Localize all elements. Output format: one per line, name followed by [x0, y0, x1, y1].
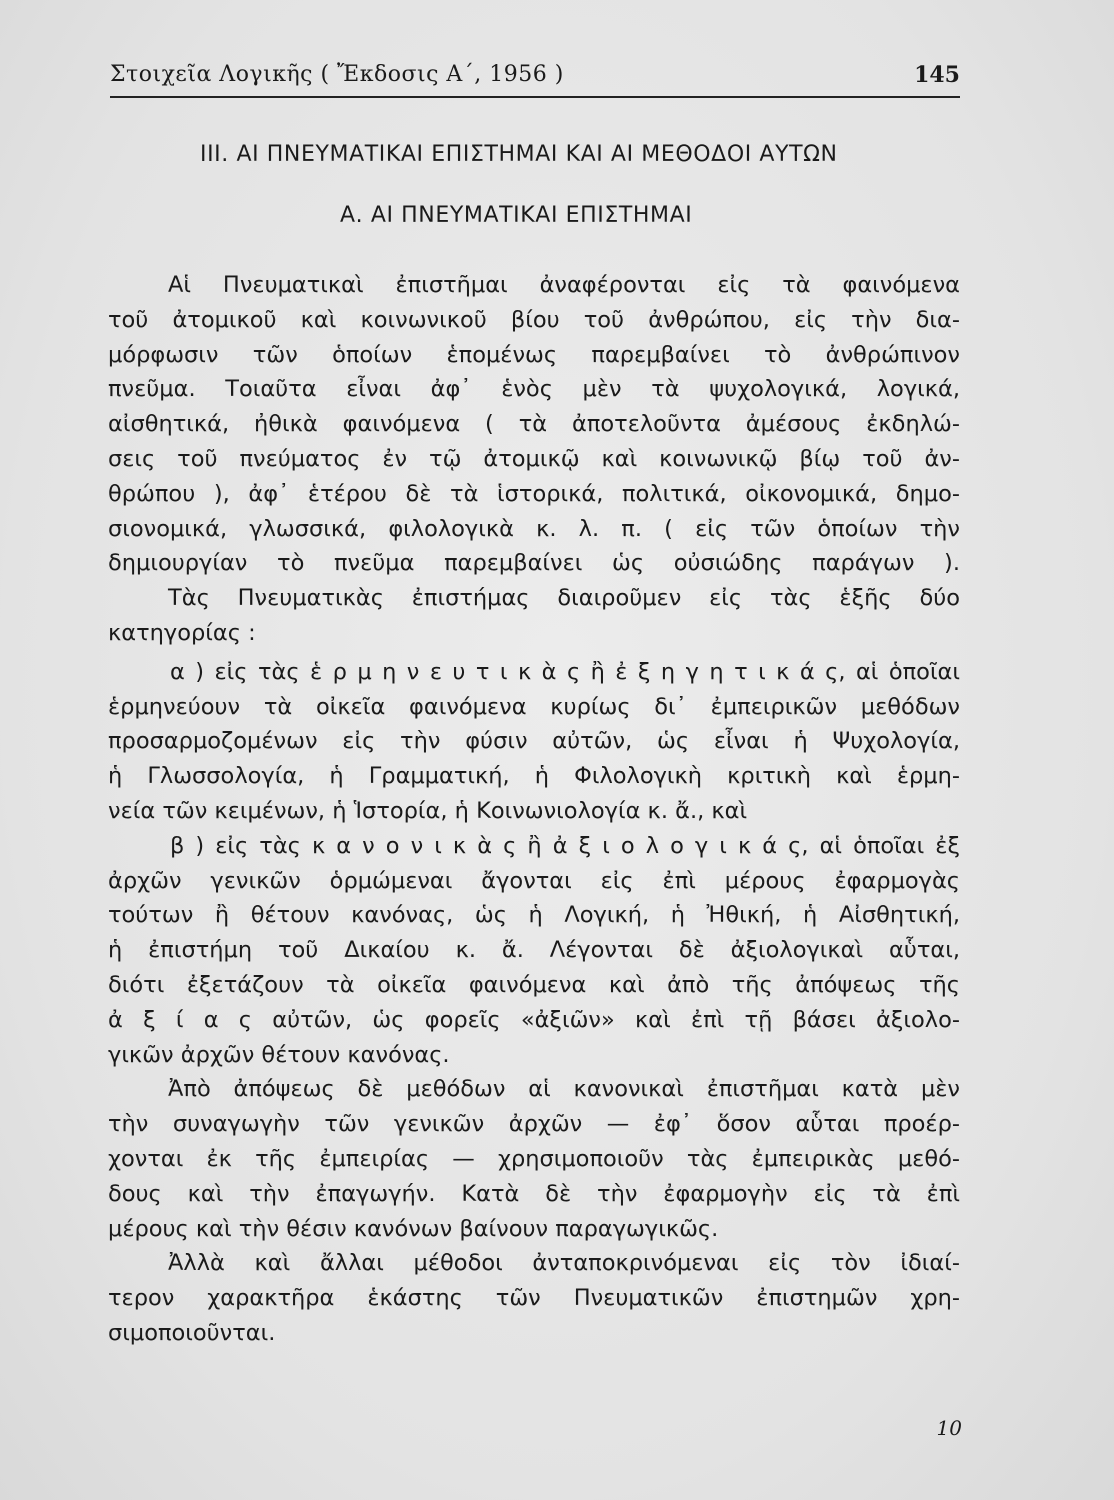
text-line: τοῦ ἀτομικοῦ καὶ κοινωνικοῦ βίου τοῦ ἀνθρώπου, εἰς τὴν δια- [108, 306, 960, 333]
text-line: αἰσθητικά, ἠθικὰ φαινόμενα ( τὰ ἀποτελοῦντα ἀμέσους ἐκδηλώ- [108, 411, 960, 438]
text-line: ἀρχῶν γενικῶν ὁρμώμεναι ἄγονται εἰς ἐπὶ μέρους ἐφαρμογὰς [108, 867, 960, 894]
text-line: Αἱ Πνευματικαὶ ἐπιστῆμαι ἀναφέρονται εἰς τὰ φαινόμενα [168, 272, 960, 298]
text-line: σεις τοῦ πνεύματος ἐν τῷ ἀτομικῷ καὶ κοινωνικῷ βίῳ τοῦ ἀν- [108, 445, 960, 472]
text-line: τούτων ἢ θέτουν κανόνας, ὡς ἡ Λογική, ἡ Ἠθική, ἡ Αἰσθητική, [108, 902, 960, 929]
text-line: μέρους καὶ τὴν θέσιν κανόνων βαίνουν παραγωγικῶς. [108, 1215, 719, 1242]
text-line: ἡ ἐπιστήμη τοῦ Δικαίου κ. ἄ. Λέγονται δὲ ἀξιολογικαὶ αὗται, [108, 937, 960, 964]
running-header [110, 62, 960, 98]
page-number: 145 [914, 62, 960, 88]
text-line: μόρφωσιν τῶν ὁποίων ἑπομένως παρεμβαίνει τὸ ἀνθρώπινον [108, 341, 960, 368]
text-line: ἑρμηνεύουν τὰ οἰκεῖα φαινόμενα κυρίως δι᾽ ἐμπειρικῶν μεθόδων [108, 693, 960, 720]
text-line: δους καὶ τὴν ἐπαγωγήν. Κατὰ δὲ τὴν ἐφαρμογὴν εἰς τὰ ἐπὶ [108, 1180, 960, 1207]
running-title: Στοιχεῖα Λογικῆς ( Ἔκδοσις Α΄, 1956 ) [110, 62, 564, 87]
text-line: κατηγορίας : [108, 619, 256, 646]
text-line: τερον χαρακτῆρα ἑκάστης τῶν Πνευματικῶν ἐπιστημῶν χρη- [108, 1285, 960, 1312]
text-line: σιονομικά, γλωσσικά, φιλολογικὰ κ. λ. π. ( εἰς τῶν ὁποίων τὴν [108, 515, 960, 542]
text-line: τὴν συναγωγὴν τῶν γενικῶν ἀρχῶν — ἐφ᾽ ὅσον αὗται προέρ- [108, 1111, 960, 1138]
text-line: β ) εἰς τὰς κ α ν ο ν ι κ ὰ ς ἢ ἀ ξ ι ο λ ο γ ι κ ά ς, αἱ ὁποῖαι ἐξ [170, 832, 960, 859]
subsection-title: Α. ΑΙ ΠΝΕΥΜΑΤΙΚΑΙ ΕΠΙΣΤΗΜΑΙ [340, 203, 693, 228]
text-line: ἡ Γλωσσολογία, ἡ Γραμματική, ἡ Φιλολογικὴ κριτικὴ καὶ ἑρμη- [108, 763, 960, 790]
text-line: προσαρμοζομένων εἰς τὴν φύσιν αὐτῶν, ὡς εἶναι ἡ Ψυχολογία, [108, 728, 960, 755]
body-text [108, 268, 960, 1351]
folio-signature: 10 [936, 1416, 962, 1440]
text-line: θρώπου ), ἀφ᾽ ἑτέρου δὲ τὰ ἱστορικά, πολιτικά, οἰκονομικά, δημο- [108, 480, 960, 507]
text-line: δημιουργίαν τὸ πνεῦμα παρεμβαίνει ὡς οὐσιώδης παράγων ). [108, 550, 960, 577]
text-line: χονται ἐκ τῆς ἐμπειρίας — χρησιμοποιοῦν τὰς ἐμπειρικὰς μεθό- [108, 1145, 960, 1172]
text-line: γικῶν ἀρχῶν θέτουν κανόνας. [108, 1041, 450, 1068]
text-line: Ἀπὸ ἀπόψεως δὲ μεθόδων αἱ κανονικαὶ ἐπιστῆμαι κατὰ μὲν [168, 1076, 960, 1103]
text-line: Ἀλλὰ καὶ ἄλλαι μέθοδοι ἀνταποκρινόμεναι εἰς τὸν ἰδιαί- [168, 1250, 960, 1277]
text-line: Τὰς Πνευματικὰς ἐπιστήμας διαιροῦμεν εἰς τὰς ἑξῆς δύο [168, 585, 960, 612]
text-line: α ) εἰς τὰς ἑ ρ μ η ν ε υ τ ι κ ὰ ς ἢ ἐ ξ η γ η τ ι κ ά ς, αἱ ὁποῖαι [170, 658, 960, 685]
text-line: σιμοποιοῦνται. [108, 1319, 276, 1346]
text-line: νεία τῶν κειμένων, ἡ Ἱστορία, ἡ Κοινωνιολογία κ. ἄ., καὶ [108, 797, 748, 824]
text-line: διότι ἐξετάζουν τὰ οἰκεῖα φαινόμενα καὶ ἀπὸ τῆς ἀπόψεως τῆς [108, 971, 960, 998]
section-title: III. ΑΙ ΠΝΕΥΜΑΤΙΚΑΙ ΕΠΙΣΤΗΜΑΙ ΚΑΙ ΑΙ ΜΕΘΟΔΟΙ ΑΥΤΩΝ [200, 142, 838, 167]
text-line: πνεῦμα. Τοιαῦτα εἶναι ἀφ᾽ ἑνὸς μὲν τὰ ψυχολογικά, λογικά, [108, 376, 960, 403]
text-line: ἀ ξ ί α ς αὐτῶν, ὡς φορεῖς «ἀξιῶν» καὶ ἐπὶ τῇ βάσει ἀξιολο- [108, 1006, 960, 1033]
